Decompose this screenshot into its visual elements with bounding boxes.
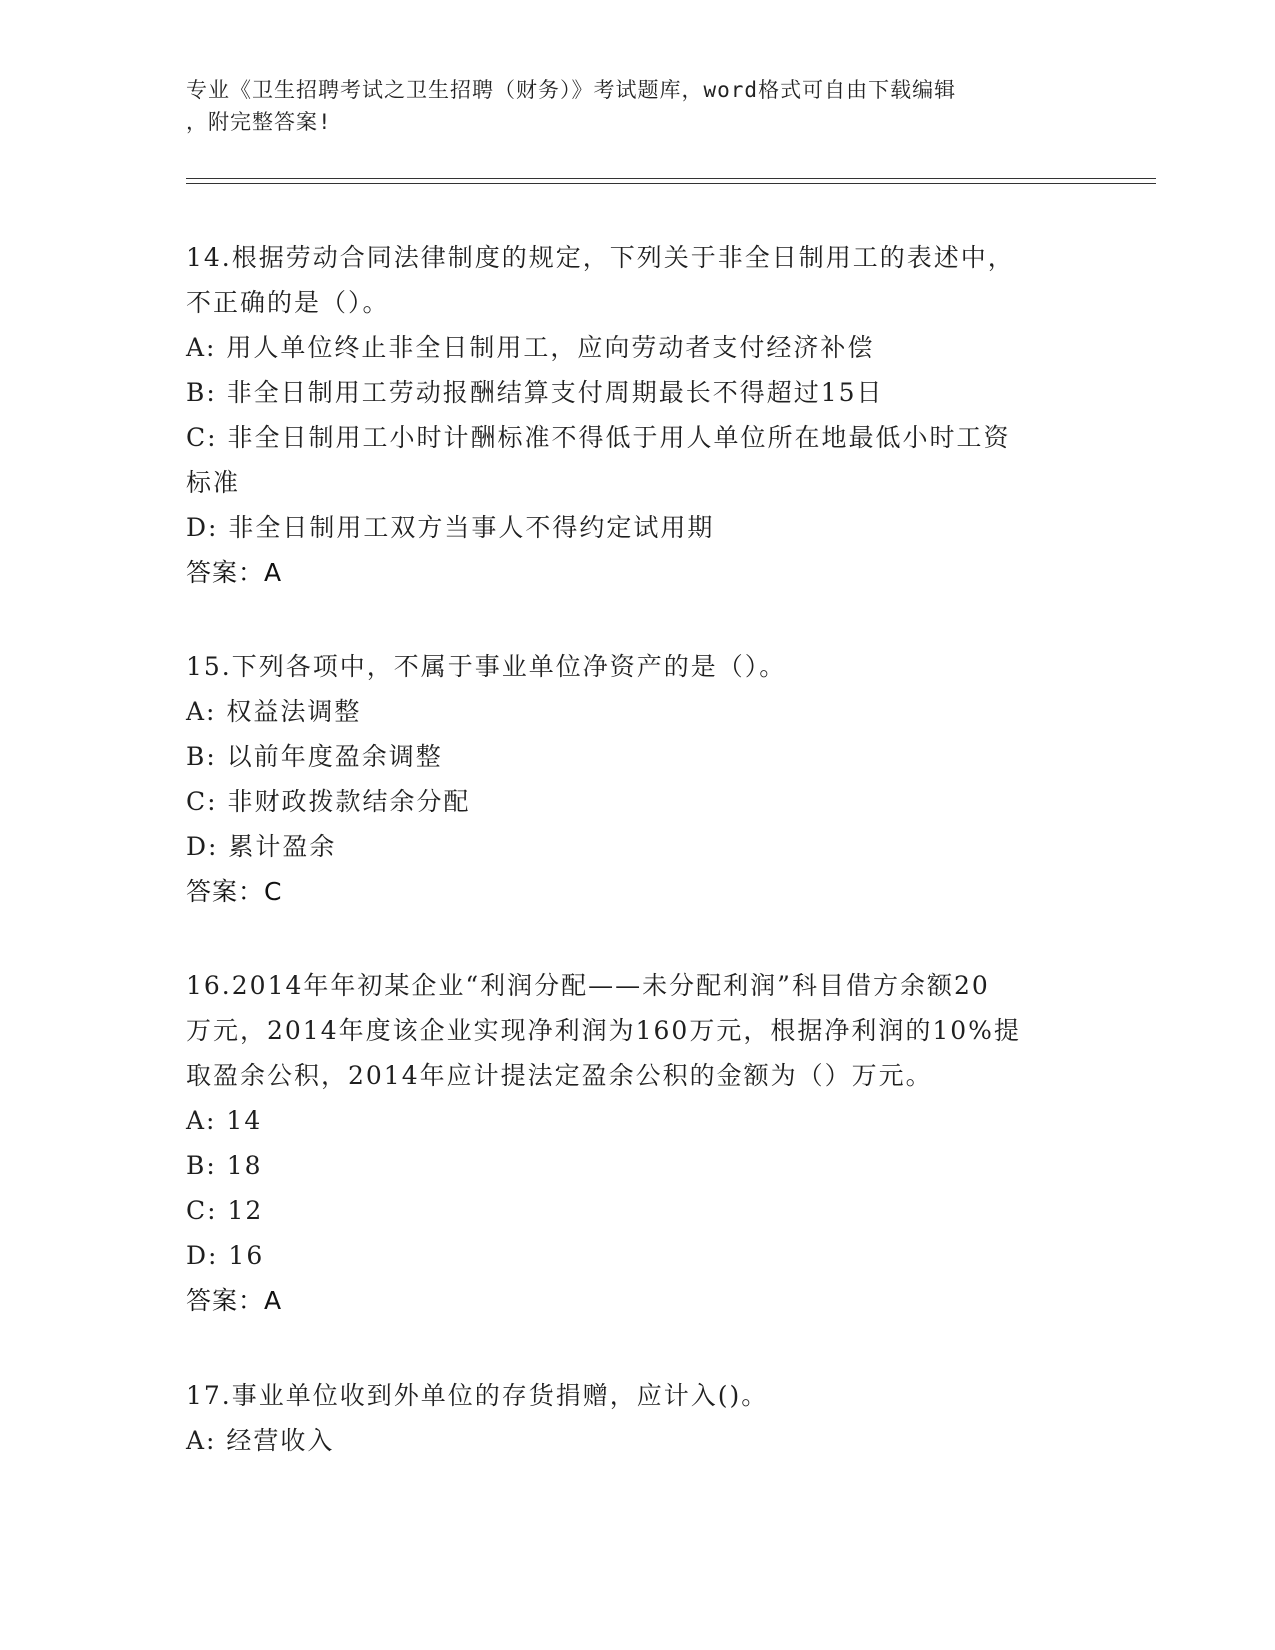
question-stem-line: 不正确的是（）。 xyxy=(186,288,390,317)
option-a: A: 经营收入 xyxy=(186,1426,335,1455)
document-header xyxy=(186,74,1066,138)
option-a: A: 权益法调整 xyxy=(186,697,362,726)
header-divider-bottom xyxy=(186,183,1156,184)
option-a: A: 用人单位终止非全日制用工，应向劳动者支付经济补偿 xyxy=(186,333,875,362)
question-stem-line: 17.事业单位收到外单位的存货捐赠，应计入()。 xyxy=(186,1381,769,1410)
header-line-1: 专业《卫生招聘考试之卫生招聘（财务）》考试题库，word格式可自由下载编辑 xyxy=(186,78,957,102)
option-b: B: 以前年度盈余调整 xyxy=(186,742,443,771)
question-stem-line: 16.2014年年初某企业“利润分配——未分配利润”科目借方余额20 xyxy=(186,971,990,1000)
option-b: B: 非全日制用工劳动报酬结算支付周期最长不得超过15日 xyxy=(186,378,884,407)
question-17 xyxy=(186,1373,1086,1463)
option-d: D: 16 xyxy=(186,1241,265,1270)
question-15 xyxy=(186,644,1086,914)
option-a: A: 14 xyxy=(186,1106,263,1135)
question-stem-line: 15.下列各项中，不属于事业单位净资产的是（）。 xyxy=(186,652,787,681)
option-c: C: 非全日制用工小时计酬标准不得低于用人单位所在地最低小时工资 xyxy=(186,423,1011,452)
answer: 答案：C xyxy=(186,877,283,906)
option-b: B: 18 xyxy=(186,1151,263,1180)
option-d: D: 非全日制用工双方当事人不得约定试用期 xyxy=(186,513,715,542)
option-c: C: 非财政拨款结余分配 xyxy=(186,787,471,816)
question-stem-line: 取盈余公积，2014年应计提法定盈余公积的金额为（）万元。 xyxy=(186,1061,933,1090)
answer: 答案：A xyxy=(186,1286,283,1315)
header-divider-top xyxy=(186,178,1156,179)
option-d: D: 累计盈余 xyxy=(186,832,337,861)
question-16 xyxy=(186,963,1086,1323)
question-14 xyxy=(186,235,1086,595)
option-c-continued: 标准 xyxy=(186,468,241,497)
answer: 答案：A xyxy=(186,558,283,587)
option-c: C: 12 xyxy=(186,1196,264,1225)
question-stem-line: 万元，2014年度该企业实现净利润为160万元，根据净利润的10%提 xyxy=(186,1016,1021,1045)
header-line-2: ，附完整答案! xyxy=(186,110,332,134)
question-stem-line: 14.根据劳动合同法律制度的规定，下列关于非全日制用工的表述中， xyxy=(186,243,1015,272)
